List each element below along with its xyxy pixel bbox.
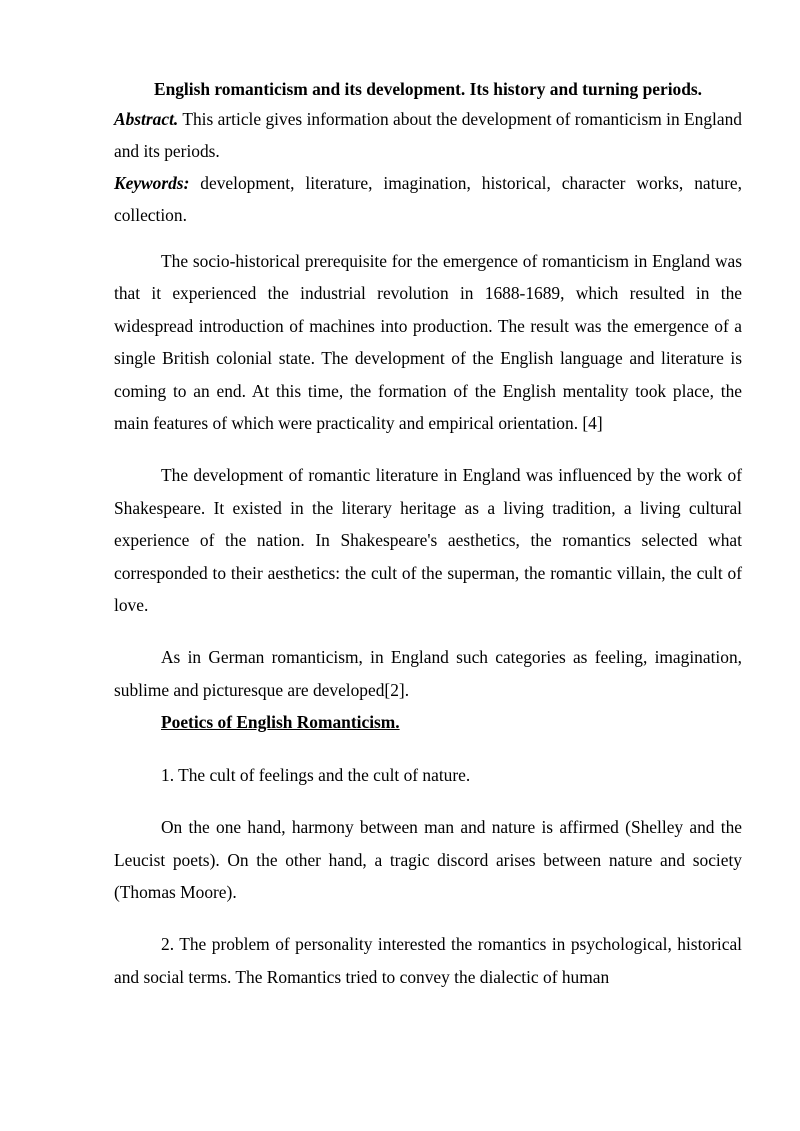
abstract-label: Abstract. <box>114 109 179 129</box>
document-title: English romanticism and its development. Its history and turning periods. <box>153 79 703 99</box>
paragraph: The development of romantic literature in England was influenced by the work of Shakespeare. It existed in the literary heritage as a living tradition, a living cultural experience of the nation. In Shakespeare's aesthetics, the romantics selected what corresponded to their aesthetics: the cult of the superman, the romantic villain, the cult of love. <box>114 465 742 616</box>
abstract <box>114 103 742 167</box>
paragraph: On the one hand, harmony between man and nature is affirmed (Shelley and the Leucist poets). On the other hand, a tragic discord arises between nature and society (Thomas Moore). <box>114 817 742 902</box>
document-page <box>114 75 742 993</box>
paragraph: The socio-historical prerequisite for the emergence of romanticism in England was that it experienced the industrial revolution in 1688-1689, which resulted in the widespread introduction of machines into production. The result was the emergence of a single British colonial state. The development of the English language and literature is coming to an end. At this time, the formation of the English mentality took place, the main features of which were practicality and empirical orientation. [4] <box>114 251 742 434</box>
keywords <box>114 167 742 231</box>
abstract-text: This article gives information about the development of romanticism in England and its periods. <box>114 109 742 161</box>
paragraph: As in German romanticism, in England such categories as feeling, imagination, sublime and picturesque are developed[2]. <box>114 647 742 700</box>
section-heading: Poetics of English Romanticism. <box>161 712 400 733</box>
keywords-text: development, literature, imagination, historical, character works, nature, collection. <box>114 173 742 225</box>
paragraph: 2. The problem of personality interested the romantics in psychological, historical and social terms. The Romantics tried to convey the dialectic of human <box>114 934 742 987</box>
list-item: 1. The cult of feelings and the cult of nature. <box>161 764 471 785</box>
keywords-label: Keywords: <box>114 173 190 193</box>
